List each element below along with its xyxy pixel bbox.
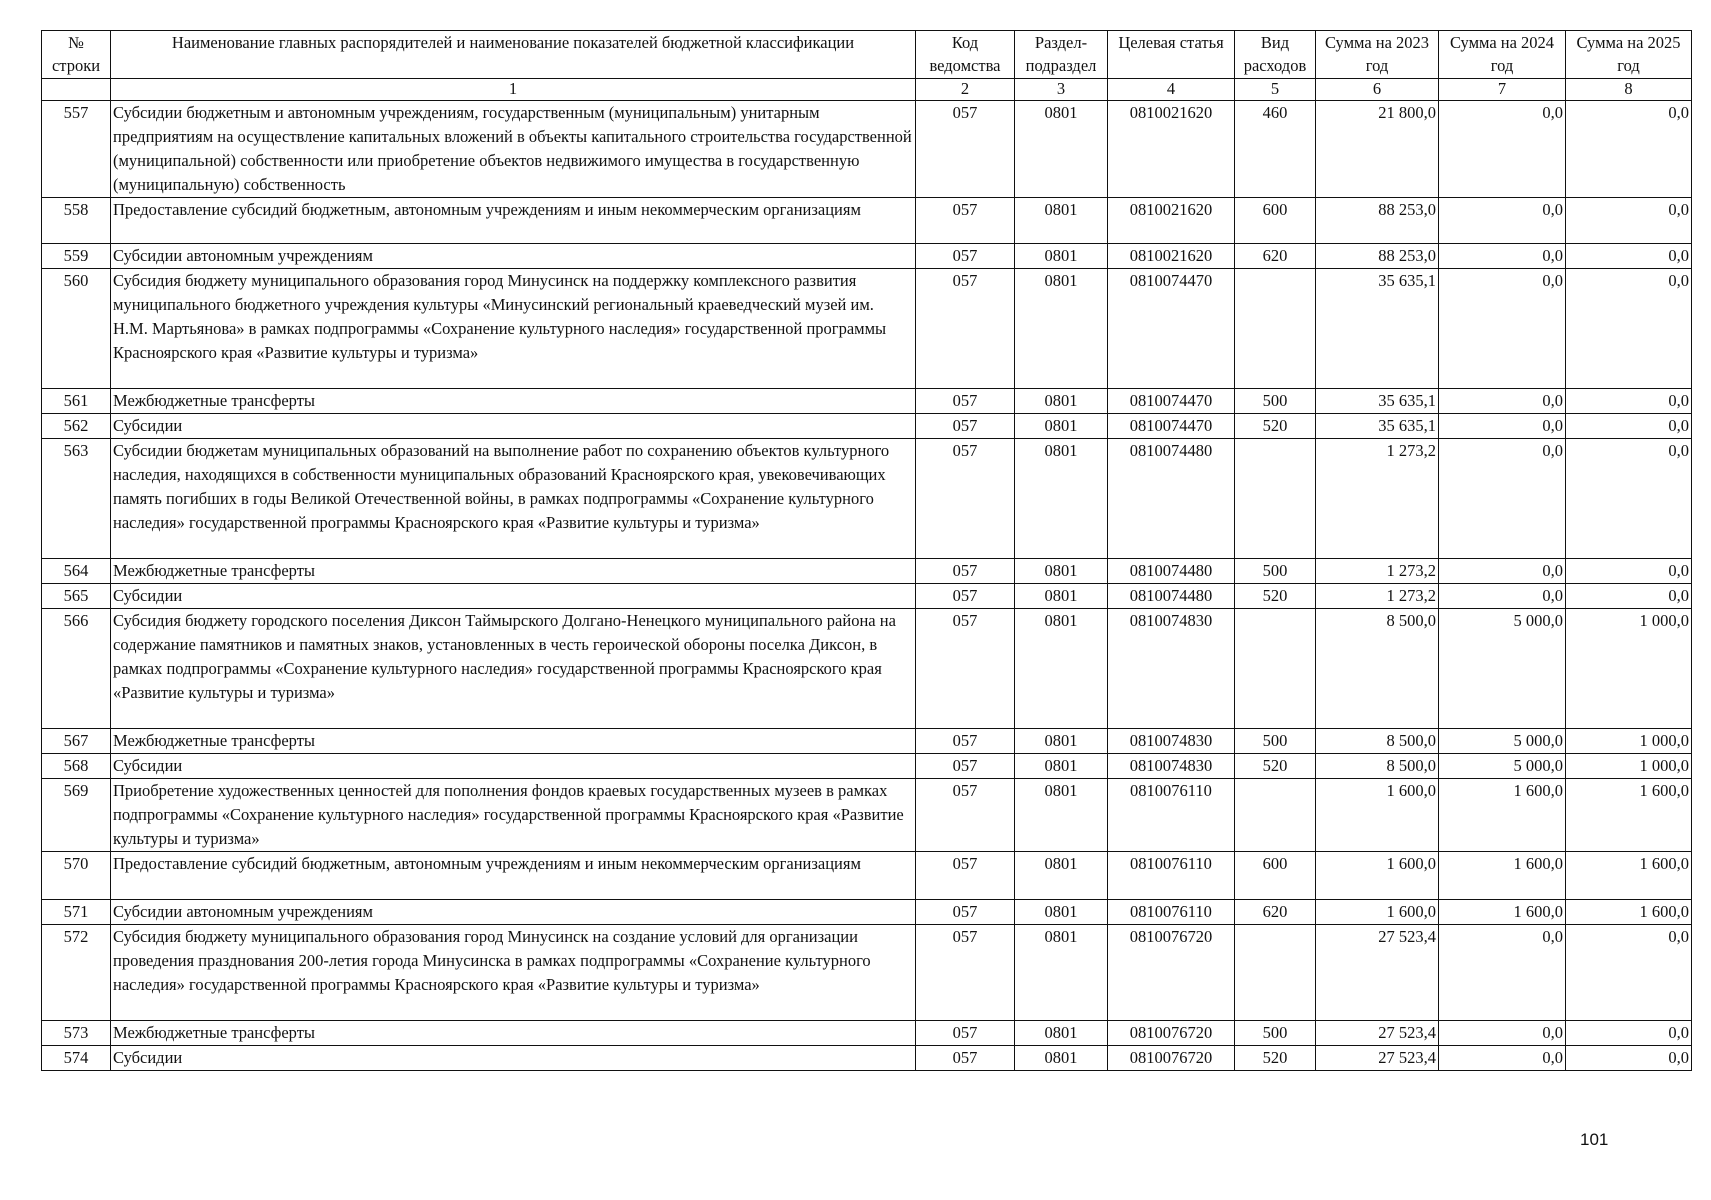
section-code: 0801 [1015, 900, 1108, 925]
table-row [42, 1021, 1692, 1046]
expense-type-code: 520 [1235, 414, 1316, 439]
table-row [42, 559, 1692, 584]
sum-2024: 1 600,0 [1439, 779, 1566, 852]
sum-2025: 1 600,0 [1566, 852, 1692, 900]
indicator-name: Субсидия бюджету муниципального образования город Минусинск на поддержку комплексного развития муниципального бюджетного учреждения культуры «Минусинский региональный краеведческий музей им. Н.М. Мартьянова» в рамках подпрограммы «Сохранение культурного наследия» государственной программы Красноярского края «Развитие культуры и туризма» [111, 269, 916, 389]
table-row [42, 779, 1692, 852]
sum-2025: 0,0 [1566, 925, 1692, 1021]
target-item-code: 0810074830 [1108, 609, 1235, 729]
target-item-code: 0810074470 [1108, 269, 1235, 389]
row-number: 562 [42, 414, 111, 439]
sum-2025: 1 000,0 [1566, 754, 1692, 779]
column-number-row [42, 79, 1692, 101]
sum-2025: 0,0 [1566, 244, 1692, 269]
sum-2024: 0,0 [1439, 198, 1566, 244]
expense-type-code: 520 [1235, 754, 1316, 779]
row-number: 572 [42, 925, 111, 1021]
row-number: 559 [42, 244, 111, 269]
header-sum-2023: Сумма на 2023 год [1316, 31, 1439, 79]
section-code: 0801 [1015, 1046, 1108, 1071]
sum-2023: 8 500,0 [1316, 609, 1439, 729]
section-code: 0801 [1015, 389, 1108, 414]
table-row [42, 900, 1692, 925]
table-row [42, 925, 1692, 1021]
section-code: 0801 [1015, 754, 1108, 779]
department-code: 057 [916, 101, 1015, 198]
table-header [42, 31, 1692, 101]
sum-2023: 88 253,0 [1316, 244, 1439, 269]
indicator-name: Субсидии [111, 1046, 916, 1071]
row-number: 558 [42, 198, 111, 244]
department-code: 057 [916, 779, 1015, 852]
department-code: 057 [916, 925, 1015, 1021]
column-number: 2 [916, 79, 1015, 101]
target-item-code: 0810074830 [1108, 754, 1235, 779]
section-code: 0801 [1015, 101, 1108, 198]
sum-2023: 1 273,2 [1316, 559, 1439, 584]
header-name: Наименование главных распорядителей и наименование показателей бюджетной классификации [111, 31, 916, 79]
indicator-name: Межбюджетные трансферты [111, 559, 916, 584]
sum-2023: 35 635,1 [1316, 414, 1439, 439]
header-row-number: № строки [42, 31, 111, 79]
sum-2023: 1 600,0 [1316, 779, 1439, 852]
section-code: 0801 [1015, 559, 1108, 584]
sum-2024: 1 600,0 [1439, 900, 1566, 925]
column-number: 1 [111, 79, 916, 101]
sum-2023: 8 500,0 [1316, 754, 1439, 779]
sum-2025: 0,0 [1566, 1021, 1692, 1046]
expense-type-code: 600 [1235, 852, 1316, 900]
sum-2024: 0,0 [1439, 1046, 1566, 1071]
row-number: 569 [42, 779, 111, 852]
target-item-code: 0810074480 [1108, 584, 1235, 609]
column-number: 5 [1235, 79, 1316, 101]
sum-2024: 5 000,0 [1439, 609, 1566, 729]
sum-2025: 1 600,0 [1566, 779, 1692, 852]
row-number: 561 [42, 389, 111, 414]
row-number: 563 [42, 439, 111, 559]
sum-2025: 0,0 [1566, 1046, 1692, 1071]
row-number: 565 [42, 584, 111, 609]
row-number: 564 [42, 559, 111, 584]
department-code: 057 [916, 754, 1015, 779]
sum-2025: 1 000,0 [1566, 609, 1692, 729]
section-code: 0801 [1015, 779, 1108, 852]
sum-2025: 1 000,0 [1566, 729, 1692, 754]
indicator-name: Предоставление субсидий бюджетным, автономным учреждениям и иным некоммерческим организациям [111, 198, 916, 244]
column-number: 6 [1316, 79, 1439, 101]
sum-2023: 1 600,0 [1316, 900, 1439, 925]
indicator-name: Субсидии [111, 414, 916, 439]
row-number: 574 [42, 1046, 111, 1071]
department-code: 057 [916, 1021, 1015, 1046]
sum-2023: 35 635,1 [1316, 389, 1439, 414]
indicator-name: Межбюджетные трансферты [111, 729, 916, 754]
sum-2023: 27 523,4 [1316, 1021, 1439, 1046]
department-code: 057 [916, 198, 1015, 244]
target-item-code: 0810074480 [1108, 439, 1235, 559]
expense-type-code: 500 [1235, 729, 1316, 754]
expense-type-code: 600 [1235, 198, 1316, 244]
target-item-code: 0810076720 [1108, 925, 1235, 1021]
header-target-item: Целевая статья [1108, 31, 1235, 79]
department-code: 057 [916, 584, 1015, 609]
sum-2025: 1 600,0 [1566, 900, 1692, 925]
section-code: 0801 [1015, 852, 1108, 900]
table-row [42, 609, 1692, 729]
row-number: 571 [42, 900, 111, 925]
expense-type-code: 620 [1235, 244, 1316, 269]
sum-2024: 0,0 [1439, 1021, 1566, 1046]
sum-2023: 88 253,0 [1316, 198, 1439, 244]
section-code: 0801 [1015, 584, 1108, 609]
sum-2025: 0,0 [1566, 414, 1692, 439]
target-item-code: 0810074470 [1108, 389, 1235, 414]
column-number: 3 [1015, 79, 1108, 101]
section-code: 0801 [1015, 269, 1108, 389]
row-number: 573 [42, 1021, 111, 1046]
department-code: 057 [916, 269, 1015, 389]
row-number: 567 [42, 729, 111, 754]
sum-2023: 8 500,0 [1316, 729, 1439, 754]
table-row [42, 414, 1692, 439]
department-code: 057 [916, 439, 1015, 559]
section-code: 0801 [1015, 925, 1108, 1021]
expense-type-code [1235, 269, 1316, 389]
header-department-code: Код ведомства [916, 31, 1015, 79]
department-code: 057 [916, 1046, 1015, 1071]
row-number: 557 [42, 101, 111, 198]
target-item-code: 0810074470 [1108, 414, 1235, 439]
expense-type-code [1235, 609, 1316, 729]
sum-2025: 0,0 [1566, 559, 1692, 584]
column-number: 7 [1439, 79, 1566, 101]
indicator-name: Субсидии [111, 584, 916, 609]
sum-2025: 0,0 [1566, 439, 1692, 559]
target-item-code: 0810076720 [1108, 1021, 1235, 1046]
indicator-name: Субсидия бюджету муниципального образования город Минусинск на создание условий для организации проведения празднования 200-летия города Минусинска в рамках подпрограммы «Сохранение культурного наследия» государственной программы Красноярского края «Развитие культуры и туризма» [111, 925, 916, 1021]
indicator-name: Субсидия бюджету городского поселения Диксон Таймырского Долгано-Ненецкого муниципального района на содержание памятников и памятных знаков, установленных в честь героической обороны поселка Диксон, в рамках подпрограммы «Сохранение культурного наследия» государственной программы Красноярского края «Развитие культуры и туризма» [111, 609, 916, 729]
indicator-name: Субсидии автономным учреждениям [111, 244, 916, 269]
department-code: 057 [916, 559, 1015, 584]
sum-2024: 0,0 [1439, 244, 1566, 269]
sum-2025: 0,0 [1566, 389, 1692, 414]
sum-2025: 0,0 [1566, 269, 1692, 389]
table-row [42, 754, 1692, 779]
sum-2025: 0,0 [1566, 584, 1692, 609]
sum-2024: 0,0 [1439, 559, 1566, 584]
table-row [42, 101, 1692, 198]
sum-2023: 21 800,0 [1316, 101, 1439, 198]
target-item-code: 0810021620 [1108, 198, 1235, 244]
target-item-code: 0810074830 [1108, 729, 1235, 754]
header-sum-2024: Сумма на 2024 год [1439, 31, 1566, 79]
sum-2024: 0,0 [1439, 389, 1566, 414]
table-row [42, 198, 1692, 244]
section-code: 0801 [1015, 414, 1108, 439]
target-item-code: 0810076720 [1108, 1046, 1235, 1071]
section-code: 0801 [1015, 198, 1108, 244]
department-code: 057 [916, 244, 1015, 269]
row-number: 560 [42, 269, 111, 389]
expense-type-code: 460 [1235, 101, 1316, 198]
sum-2025: 0,0 [1566, 198, 1692, 244]
section-code: 0801 [1015, 439, 1108, 559]
department-code: 057 [916, 900, 1015, 925]
department-code: 057 [916, 389, 1015, 414]
sum-2023: 1 273,2 [1316, 439, 1439, 559]
table-row [42, 1046, 1692, 1071]
target-item-code: 0810021620 [1108, 101, 1235, 198]
target-item-code: 0810076110 [1108, 852, 1235, 900]
sum-2024: 0,0 [1439, 925, 1566, 1021]
expense-type-code: 500 [1235, 389, 1316, 414]
header-sum-2025: Сумма на 2025 год [1566, 31, 1692, 79]
table-row [42, 852, 1692, 900]
table-row [42, 269, 1692, 389]
target-item-code: 0810021620 [1108, 244, 1235, 269]
header-section: Раздел-подраздел [1015, 31, 1108, 79]
table-row [42, 389, 1692, 414]
row-number: 566 [42, 609, 111, 729]
expense-type-code: 500 [1235, 559, 1316, 584]
sum-2024: 0,0 [1439, 414, 1566, 439]
table-row [42, 729, 1692, 754]
expense-type-code: 520 [1235, 1046, 1316, 1071]
sum-2023: 1 273,2 [1316, 584, 1439, 609]
indicator-name: Приобретение художественных ценностей для пополнения фондов краевых государственных музеев в рамках подпрограммы «Сохранение культурного наследия» государственной программы Красноярского края «Развитие культуры и туризма» [111, 779, 916, 852]
sum-2023: 1 600,0 [1316, 852, 1439, 900]
department-code: 057 [916, 414, 1015, 439]
department-code: 057 [916, 609, 1015, 729]
expense-type-code: 500 [1235, 1021, 1316, 1046]
sum-2025: 0,0 [1566, 101, 1692, 198]
expense-type-code [1235, 779, 1316, 852]
section-code: 0801 [1015, 1021, 1108, 1046]
sum-2024: 5 000,0 [1439, 754, 1566, 779]
column-number: 8 [1566, 79, 1692, 101]
section-code: 0801 [1015, 729, 1108, 754]
sum-2024: 0,0 [1439, 584, 1566, 609]
expense-type-code [1235, 925, 1316, 1021]
department-code: 057 [916, 729, 1015, 754]
sum-2024: 0,0 [1439, 269, 1566, 389]
table-row [42, 584, 1692, 609]
table-row [42, 439, 1692, 559]
sum-2023: 35 635,1 [1316, 269, 1439, 389]
indicator-name: Субсидии автономным учреждениям [111, 900, 916, 925]
expense-type-code [1235, 439, 1316, 559]
table-body [42, 101, 1692, 1071]
sum-2024: 5 000,0 [1439, 729, 1566, 754]
expense-type-code: 520 [1235, 584, 1316, 609]
indicator-name: Субсидии бюджетным и автономным учреждениям, государственным (муниципальным) унитарным предприятиям на осуществление капитальных вложений в объекты капитального строительства государственной (муниципальной) собственности или приобретение объектов недвижимого имущества в государственную (муниципальную) собственность [111, 101, 916, 198]
indicator-name: Субсидии бюджетам муниципальных образований на выполнение работ по сохранению объектов культурного наследия, находящихся в собственности муниципальных образований Красноярского края, увековечивающих память погибших в годы Великой Отечественной войны, в рамках подпрограммы «Сохранение культурного наследия» государственной программы Красноярского края «Развитие культуры и туризма» [111, 439, 916, 559]
page-number: 101 [1580, 1130, 1609, 1149]
expense-type-code: 620 [1235, 900, 1316, 925]
sum-2023: 27 523,4 [1316, 925, 1439, 1021]
sum-2023: 27 523,4 [1316, 1046, 1439, 1071]
indicator-name: Межбюджетные трансферты [111, 389, 916, 414]
row-number: 568 [42, 754, 111, 779]
indicator-name: Субсидии [111, 754, 916, 779]
row-number: 570 [42, 852, 111, 900]
sum-2024: 1 600,0 [1439, 852, 1566, 900]
target-item-code: 0810076110 [1108, 900, 1235, 925]
indicator-name: Межбюджетные трансферты [111, 1021, 916, 1046]
department-code: 057 [916, 852, 1015, 900]
section-code: 0801 [1015, 609, 1108, 729]
table-row [42, 244, 1692, 269]
budget-table [41, 30, 1692, 1071]
target-item-code: 0810076110 [1108, 779, 1235, 852]
target-item-code: 0810074480 [1108, 559, 1235, 584]
sum-2024: 0,0 [1439, 101, 1566, 198]
column-number: 4 [1108, 79, 1235, 101]
sum-2024: 0,0 [1439, 439, 1566, 559]
header-expense-type: Вид расходов [1235, 31, 1316, 79]
indicator-name: Предоставление субсидий бюджетным, автономным учреждениям и иным некоммерческим организациям [111, 852, 916, 900]
column-number-empty [42, 79, 111, 101]
section-code: 0801 [1015, 244, 1108, 269]
